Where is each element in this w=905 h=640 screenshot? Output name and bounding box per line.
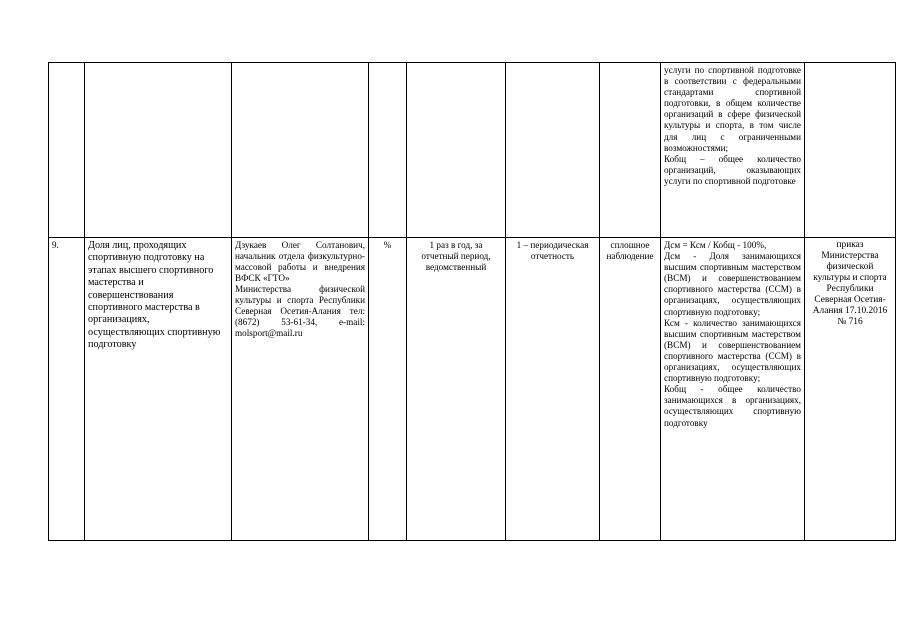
cell-empty: [49, 63, 85, 238]
responsible-name: Дзукаев Олег Солтанович, начальник отдела физкультурно-массовой работы и внедрения ВФСК «ГТО»: [235, 240, 365, 283]
formula-line: Дсм - Доля занимающихся высшим спортивным мастерством (ВСМ) и совершенствованием спортивного мастерства (ССМ) в организациях, осуществляющих спортивную подготовку;: [664, 251, 801, 317]
cell-empty: [407, 63, 506, 238]
formula-cell: [661, 238, 805, 541]
formula-line: услуги по спортивной подготовке в соответствии с федеральными стандартами спортивной подготовки, в общем количестве организаций в сфере физической культуры и спорта, в том числе для лиц с ограниченными возможностями;: [664, 65, 801, 153]
responsible-cell: [232, 238, 369, 541]
cell-empty: [600, 63, 661, 238]
table-row-continuation: [49, 63, 896, 238]
row-number: 9.: [49, 238, 85, 541]
reporting-type: 1 – периодическая отчетность: [506, 238, 600, 541]
periodicity: 1 раз в год, за отчетный период, ведомственный: [407, 238, 506, 541]
cell-empty: [369, 63, 407, 238]
formula-line: Дсм = Ксм / Кобщ - 100%,: [664, 240, 767, 250]
formula-line: Кобщ – общее количество организаций, оказывающих услуги по спортивной подготовке: [664, 153, 801, 186]
cell-empty: [85, 63, 232, 238]
responsible-org: Министерства физической культуры и спорта Республики Северная Осетия-Алания тел: (8672) 53-61-34, e-mail: molsport@mail.ru: [235, 284, 365, 338]
formula-cell: [661, 63, 805, 238]
collection-method: сплошное наблюдение: [600, 238, 661, 541]
cell-empty: [506, 63, 600, 238]
indicator-name: Доля лиц, проходящих спортивную подготовку на этапах высшего спортивного мастерства и совершенствования спортивного мастерства в организациях, осуществляющих спортивную подготовку: [85, 238, 232, 541]
formula-line: Кобщ - общее количество занимающихся в организациях, осуществляющих спортивную подготовку: [664, 384, 801, 428]
table-row-9: [49, 238, 896, 541]
cell-empty: [805, 63, 896, 238]
unit: %: [369, 238, 407, 541]
formula-line: Ксм - количество занимающихся высшим спортивным мастерством (ВСМ) и совершенствованием спортивного мастерства (ССМ) в организациях, осуществляющих спортивную подготовку;: [664, 317, 801, 384]
cell-empty: [232, 63, 369, 238]
indicators-table: [48, 62, 896, 541]
document-reference: приказ Министерства физической культуры и спорта Республики Северная Осетия-Алания 17.10.2016 № 716: [805, 238, 896, 541]
